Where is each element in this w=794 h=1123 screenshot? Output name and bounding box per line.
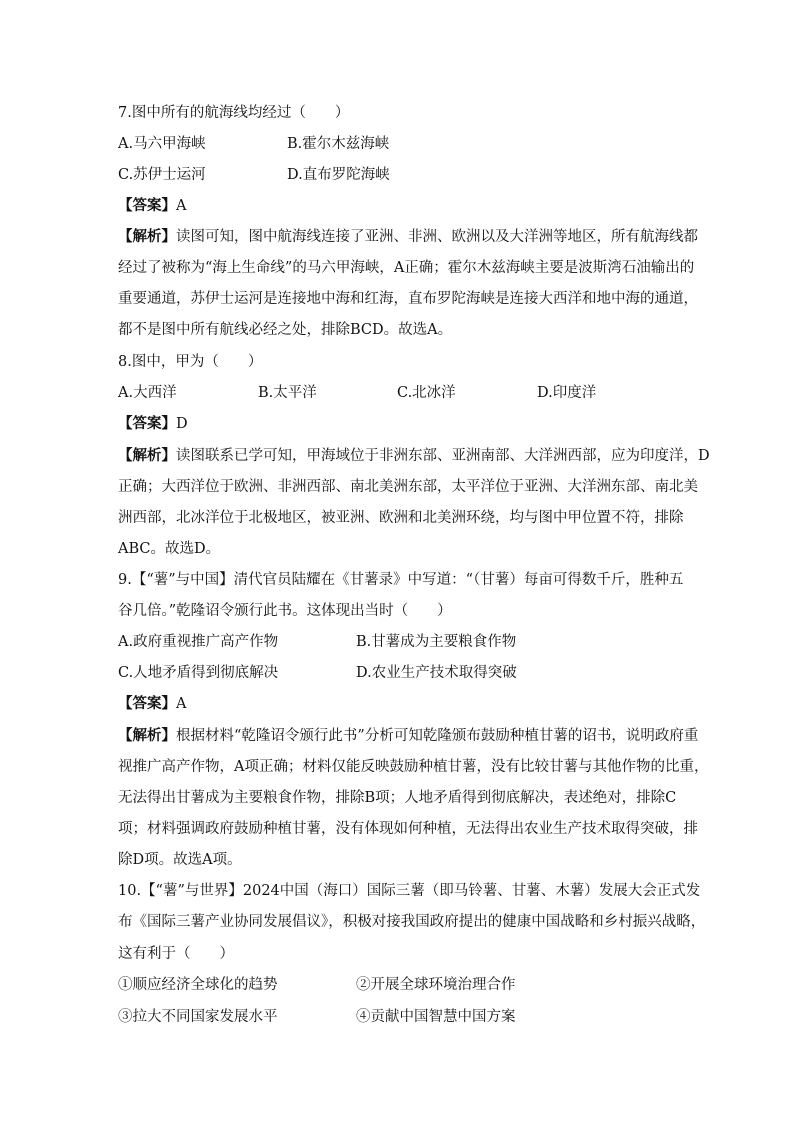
q9-analysis-line-1 bbox=[118, 726, 699, 746]
analysis-text: 读图联系已学可知，甲海域位于非洲东部、亚洲南部、大洋洲西部，应为印度洋，D bbox=[176, 448, 710, 464]
q9-option-a: A.政府重视推广高产作物 bbox=[118, 634, 279, 650]
analysis-text: 根据材料“乾隆诏令颁行此书”分析可知乾隆颁布鼓励种植甘薯的诏书，说明政府重 bbox=[176, 728, 699, 744]
q7-analysis-line-2: 经过了被称为“海上生命线”的马六甲海峡，A正确；霍尔木兹海峡主要是波斯湾石油输出的 bbox=[118, 260, 695, 276]
q7-analysis-line-4: 都不是图中所有航线必经之处，排除BCD。故选A。 bbox=[118, 322, 453, 338]
analysis-text: 读图可知，图中航海线连接了亚洲、非洲、欧洲以及大洋洲等地区，所有航海线都 bbox=[176, 229, 698, 245]
q7-option-b: B.霍尔木兹海峡 bbox=[287, 136, 390, 152]
q10-option-1: ①顺应经济全球化的趋势 bbox=[118, 977, 278, 993]
answer-tag: 【答案】 bbox=[118, 415, 176, 432]
q9-answer bbox=[118, 694, 688, 714]
q7-option-d: D.直布罗陀海峡 bbox=[287, 167, 390, 183]
q10-option-4: ④贡献中国智慧中国方案 bbox=[356, 1009, 516, 1025]
q9-analysis-line-3: 无法得出甘薯成为主要粮食作物，排除B项；人地矛盾得到彻底解决，表述绝对，排除C bbox=[118, 790, 677, 806]
q9-stem-line-2: 谷几倍。”乾隆诏令颁行此书。这体现出当时（ ） bbox=[118, 603, 452, 619]
answer-value: A bbox=[176, 198, 187, 214]
analysis-tag: 【解析】 bbox=[118, 228, 176, 245]
q8-answer bbox=[118, 414, 688, 434]
q8-option-d: D.印度洋 bbox=[537, 385, 597, 401]
q7-answer bbox=[118, 196, 688, 216]
q9-analysis-line-2: 视推广高产作物，A项正确；材料仅能反映鼓励种植甘薯，没有比较甘薯与其他作物的比重， bbox=[118, 759, 709, 775]
q10-stem-line-2: 布《国际三薯产业协同发展倡议》，积极对接我国政府提出的健康中国战略和乡村振兴战略， bbox=[118, 914, 706, 930]
q8-option-c: C.北冰洋 bbox=[397, 385, 456, 401]
q7-analysis-line-3: 重要通道，苏伊士运河是连接地中海和红海，直布罗陀海峡是连接大西洋和地中海的通道， bbox=[118, 291, 698, 307]
q9-option-d: D.农业生产技术取得突破 bbox=[356, 665, 517, 681]
q9-option-b: B.甘薯成为主要粮食作物 bbox=[356, 634, 517, 650]
q10-stem-line-3: 这有利于（ ） bbox=[118, 946, 234, 962]
analysis-tag: 【解析】 bbox=[118, 727, 176, 744]
q8-option-a: A.大西洋 bbox=[118, 385, 177, 401]
q9-stem-line-1: 9.【“薯”与中国】清代官员陆耀在《甘薯录》中写道：“（甘薯）每亩可得数千斤，胜种五 bbox=[118, 572, 684, 588]
q8-analysis-line-3: 洲西部，北冰洋位于北极地区，被亚洲、欧洲和北美洲环绕，均与图中甲位置不符，排除 bbox=[118, 510, 684, 526]
q10-stem-line-1: 10.【“薯”与世界】2024中国（海口）国际三薯（即马铃薯、甘薯、木薯）发展大会正式发 bbox=[118, 883, 701, 899]
q8-analysis-line-2: 正确；大西洋位于欧洲、非洲西部、南北美洲东部，太平洋位于亚洲、大洋洲东部、南北美 bbox=[118, 479, 698, 495]
answer-value: D bbox=[176, 416, 188, 432]
answer-value: A bbox=[176, 696, 187, 712]
answer-tag: 【答案】 bbox=[118, 695, 176, 712]
q9-analysis-line-4: 项；材料强调政府鼓励种植甘薯，没有体现如何种植，无法得出农业生产技术取得突破，排 bbox=[118, 821, 698, 837]
q10-option-2: ②开展全球环境治理合作 bbox=[356, 977, 516, 993]
q8-analysis-line-4: ABC。故选D。 bbox=[118, 541, 221, 557]
q8-stem: 8.图中，甲为（ ） bbox=[118, 354, 263, 370]
q7-option-c: C.苏伊士运河 bbox=[118, 167, 206, 183]
q9-analysis-line-5: 除D项。故选A项。 bbox=[118, 852, 242, 868]
analysis-tag: 【解析】 bbox=[118, 447, 176, 464]
q7-analysis-line-1 bbox=[118, 227, 698, 247]
q7-stem: 7.图中所有的航海线均经过（ ） bbox=[118, 105, 350, 121]
answer-tag: 【答案】 bbox=[118, 197, 176, 214]
q8-analysis-line-1 bbox=[118, 446, 710, 466]
q10-option-3: ③拉大不同国家发展水平 bbox=[118, 1009, 278, 1025]
q8-option-b: B.太平洋 bbox=[258, 385, 317, 401]
q7-option-a: A.马六甲海峡 bbox=[118, 136, 206, 152]
q9-option-c: C.人地矛盾得到彻底解决 bbox=[118, 665, 279, 681]
